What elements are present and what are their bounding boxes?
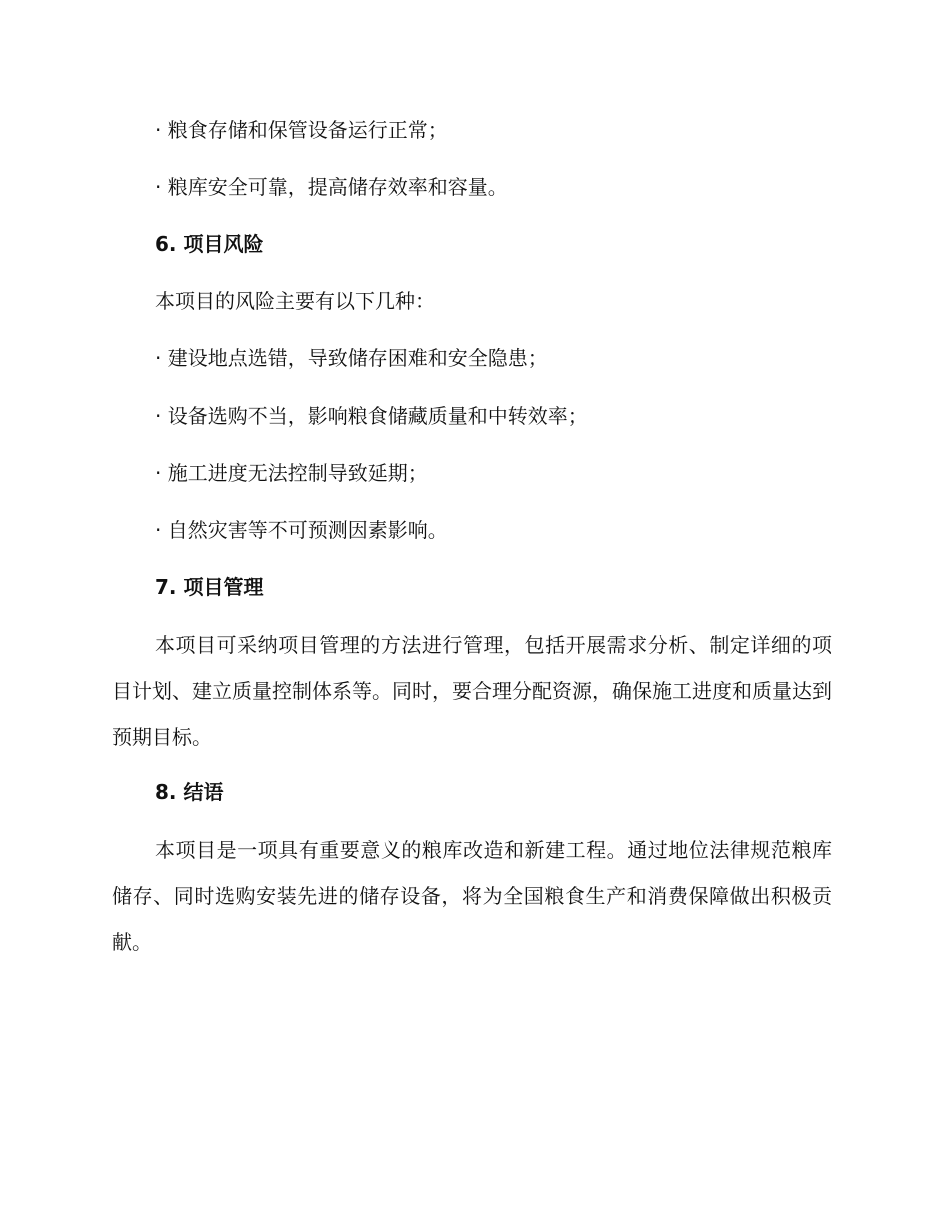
risk-bullet: · 设备选购不当，影响粮食储藏质量和中转效率； xyxy=(155,404,588,428)
section-heading-management: 7. 项目管理 xyxy=(155,575,264,599)
bullet-item: · 粮食存储和保管设备运行正常； xyxy=(155,118,448,142)
management-paragraph: 本项目可采纳项目管理的方法进行管理，包括开展需求分析、制定详细的项目计划、建立质量控制体系等。同时，要合理分配资源，确保施工进度和质量达到预期目标。 xyxy=(112,633,832,749)
risk-bullet: · 建设地点选错，导致储存困难和安全隐患； xyxy=(155,346,548,370)
conclusion-paragraph: 本项目是一项具有重要意义的粮库改造和新建工程。通过地位法律规范粮库储存、同时选购安装先进的储存设备，将为全国粮食生产和消费保障做出积极贡献。 xyxy=(112,838,832,954)
bullet-item: · 粮库安全可靠，提高储存效率和容量。 xyxy=(155,175,508,199)
risk-bullet: · 施工进度无法控制导致延期； xyxy=(155,461,428,485)
risk-intro: 本项目的风险主要有以下几种： xyxy=(155,289,435,313)
risk-bullet: · 自然灾害等不可预测因素影响。 xyxy=(155,518,448,542)
section-heading-risk: 6. 项目风险 xyxy=(155,232,264,256)
section-heading-conclusion: 8. 结语 xyxy=(155,780,224,804)
